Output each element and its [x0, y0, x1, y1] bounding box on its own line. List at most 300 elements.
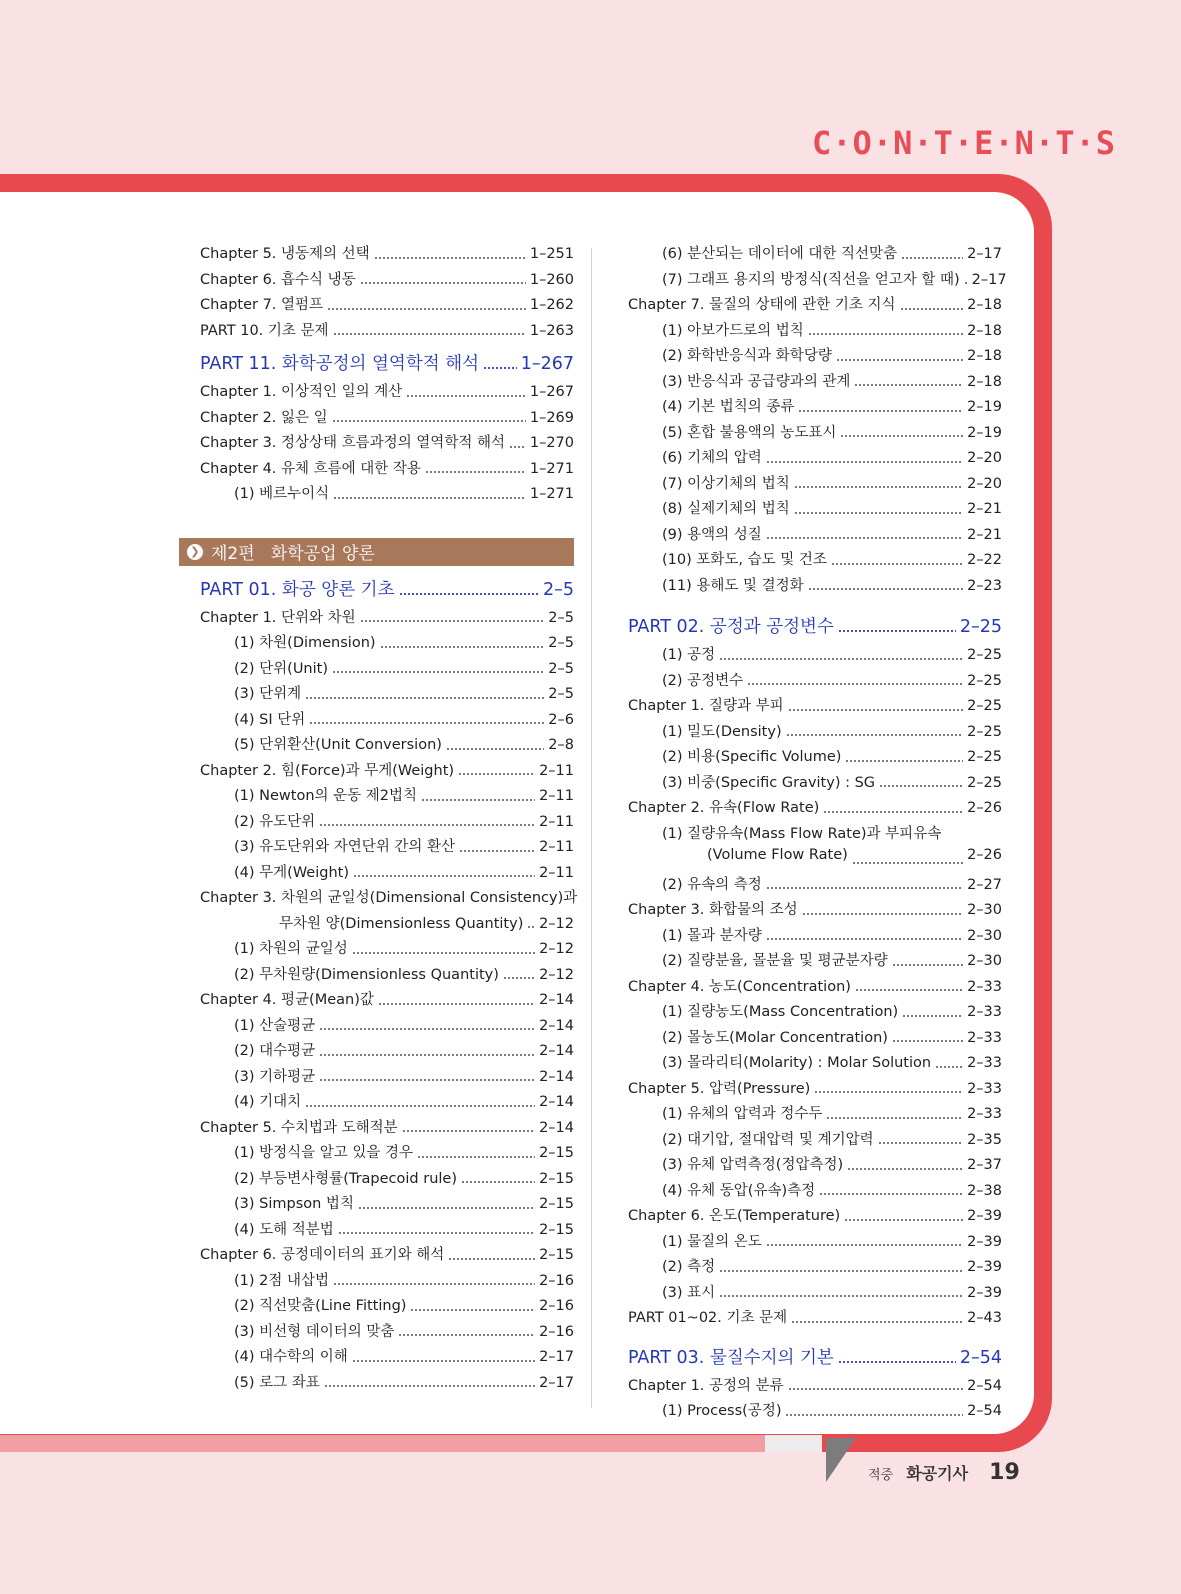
dot-leader	[305, 1105, 535, 1107]
toc-entry-label: (1) 공정	[662, 647, 716, 663]
toc-entry-page: 2–33	[967, 1106, 1002, 1122]
dot-leader	[786, 734, 963, 736]
toc-entry-page: 2–30	[967, 927, 1002, 944]
toc-entry[interactable]	[628, 574, 1002, 600]
toc-entry-page: 2–5	[548, 660, 574, 677]
dot-leader	[788, 1388, 963, 1390]
dot-leader	[844, 1219, 963, 1221]
toc-entry-page: 2–26	[967, 800, 1002, 816]
dot-leader	[838, 1361, 956, 1363]
dot-leader	[333, 1283, 535, 1285]
toc-entry-label: (5) 혼합 불용액의 농도표시	[662, 424, 837, 441]
dot-leader	[333, 497, 526, 499]
dot-leader	[845, 760, 963, 762]
dot-leader	[332, 671, 544, 673]
dot-leader	[458, 773, 535, 775]
dot-leader	[794, 486, 963, 488]
toc-entry-page: 2–30	[967, 902, 1002, 918]
toc-entry-label: Chapter 4. 농도(Concentration)	[628, 978, 851, 995]
toc-entry[interactable]	[200, 1320, 574, 1346]
toc-entry[interactable]	[200, 1039, 574, 1065]
toc-entry-page: 2–30	[967, 953, 1002, 969]
toc-entry-page: 2–14	[539, 992, 574, 1008]
toc-entry-page: 2–11	[539, 762, 574, 779]
column-divider	[591, 248, 592, 1408]
toc-entry-label: Chapter 2. 잃은 일	[200, 409, 328, 426]
toc-entry-label: (7) 이상기체의 법칙	[662, 475, 790, 492]
toc-entry[interactable]	[200, 380, 574, 406]
toc-entry-label: (1) 차원(Dimension)	[234, 635, 376, 651]
toc-entry-page: 2–35	[967, 1131, 1002, 1148]
toc-part-heading[interactable]	[200, 576, 574, 606]
toc-entry-page: 2–16	[539, 1323, 574, 1340]
toc-entry-label: (4) 대수학의 이해	[234, 1349, 348, 1365]
toc-entry-page: 2–54	[967, 1377, 1002, 1394]
toc-entry-page: 2–11	[539, 839, 574, 855]
toc-entry[interactable]	[200, 733, 574, 759]
toc-entry[interactable]	[628, 1128, 1002, 1154]
toc-entry-label: (2) 공정변수	[662, 672, 744, 689]
page-number: 19	[989, 1460, 1020, 1485]
dot-leader	[309, 722, 544, 724]
toc-part-label: PART 11. 화학공정의 열역학적 해석	[200, 354, 480, 374]
dot-leader	[785, 1414, 963, 1416]
dot-leader	[358, 1207, 535, 1209]
toc-entry[interactable]	[200, 431, 574, 457]
dot-leader	[305, 697, 544, 699]
dot-leader	[410, 1309, 535, 1311]
toc-entry[interactable]	[200, 1014, 574, 1040]
contents-title: C·O·N·T·E·N·T·S	[812, 124, 1116, 162]
toc-entry-label: (3) 단위계	[234, 686, 302, 702]
toc-entry[interactable]	[628, 822, 1002, 848]
toc-entry[interactable]	[628, 548, 1002, 574]
dot-leader	[852, 862, 963, 864]
toc-entry-page: 1–262	[529, 297, 574, 313]
toc-entry-label: (4) 도해 적분법	[234, 1221, 334, 1238]
toc-entry-page: 2–43	[967, 1310, 1002, 1326]
toc-entry-page: 1–260	[529, 271, 574, 288]
toc-entry-page: 2–11	[539, 813, 574, 830]
toc-entry-page: 2–15	[539, 1196, 574, 1212]
dot-leader	[808, 333, 963, 335]
toc-entry-label: Chapter 7. 물질의 상태에 관한 기초 지식	[628, 297, 896, 313]
toc-entry-label: (2) 화학반응식과 화학당량	[662, 348, 832, 364]
toc-entry-label: (3) Simpson 법칙	[234, 1196, 354, 1212]
toc-entry[interactable]	[628, 1281, 1002, 1307]
dot-leader	[826, 1117, 963, 1119]
dot-leader	[719, 1295, 963, 1297]
dot-leader	[378, 1003, 535, 1005]
toc-entry-page: 2–39	[967, 1284, 1002, 1301]
toc-part-page: 1–267	[520, 354, 574, 374]
toc-entry-page: 2–17	[539, 1349, 574, 1365]
dot-leader	[324, 1385, 535, 1387]
right-column	[628, 242, 1007, 1425]
toc-entry-label: PART 10. 기초 문제	[200, 322, 329, 339]
toc-entry[interactable]	[200, 1345, 574, 1371]
toc-entry[interactable]	[200, 1090, 574, 1116]
toc-entry[interactable]	[200, 759, 574, 785]
toc-entry-page: 2–14	[539, 1017, 574, 1034]
toc-entry[interactable]	[628, 975, 1002, 1001]
dot-leader	[814, 1091, 963, 1093]
toc-entry[interactable]	[628, 1399, 1002, 1425]
toc-entry-page: 2–16	[539, 1298, 574, 1314]
dot-leader	[319, 824, 535, 826]
dot-leader	[964, 282, 968, 284]
toc-entry[interactable]	[628, 745, 1002, 771]
toc-entry-page: 2–25	[967, 672, 1002, 689]
toc-entry[interactable]	[628, 1000, 1002, 1026]
toc-entry[interactable]	[628, 924, 1002, 950]
toc-entry[interactable]	[628, 268, 1007, 294]
toc-entry-label: (9) 용액의 성질	[662, 526, 762, 543]
toc-entry-label: (3) 몰라리티(Molarity) : Molar Solution	[662, 1055, 932, 1071]
toc-entry[interactable]	[200, 835, 574, 861]
toc-entry[interactable]	[200, 606, 574, 632]
toc-entry-label: 무차원 양(Dimensionless Quantity)	[279, 915, 524, 932]
toc-entry-label: (Volume Flow Rate)	[707, 847, 848, 863]
toc-entry[interactable]	[628, 1051, 1002, 1077]
toc-entry[interactable]	[628, 1153, 1002, 1179]
toc-entry[interactable]	[628, 873, 1002, 899]
toc-entry-page: 2–25	[967, 774, 1002, 791]
toc-entry[interactable]	[628, 949, 1002, 975]
toc-entry[interactable]	[628, 446, 1002, 472]
toc-entry[interactable]	[200, 963, 574, 989]
chevron-right-icon: ❯	[187, 544, 203, 560]
toc-entry[interactable]	[200, 657, 574, 683]
toc-entry-page: 2–26	[967, 847, 1002, 863]
toc-entry-label: (7) 그래프 용지의 방정식(직선을 얻고자 할 때)	[662, 271, 960, 288]
toc-entry[interactable]	[200, 810, 574, 836]
toc-entry-label: (3) 표시	[662, 1284, 716, 1301]
toc-entry[interactable]	[628, 319, 1002, 345]
toc-group	[628, 643, 1002, 1332]
toc-entry-label: (3) 반응식과 공급량과의 관계	[662, 373, 851, 390]
toc-entry-label: Chapter 6. 흡수식 냉동	[200, 271, 356, 288]
toc-entry-page: 2–12	[539, 915, 574, 932]
toc-entry[interactable]	[200, 937, 574, 963]
toc-entry-label: Chapter 5. 수치법과 도해적분	[200, 1119, 398, 1136]
toc-entry-label: Chapter 7. 열펌프	[200, 297, 324, 313]
toc-entry[interactable]	[200, 1116, 574, 1142]
toc-entry-label: (2) 질량분율, 몰분율 및 평균분자량	[662, 953, 888, 969]
toc-entry[interactable]	[628, 898, 1002, 924]
toc-entry-page: 2–33	[967, 978, 1002, 995]
dot-leader	[360, 282, 526, 284]
section-banner	[179, 538, 574, 566]
toc-entry-page: 2–39	[967, 1259, 1002, 1275]
toc-part-page: 2–5	[542, 579, 574, 600]
toc-entry-label: Chapter 1. 질량과 부피	[628, 698, 784, 714]
toc-entry-label: (1) 밀도(Density)	[662, 723, 782, 740]
dot-leader	[847, 1168, 963, 1170]
toc-entry-label: (4) SI 단위	[234, 711, 306, 728]
dot-leader	[719, 658, 963, 660]
page-footer	[868, 1460, 1020, 1485]
dot-leader	[854, 384, 963, 386]
dot-leader	[402, 1130, 535, 1132]
toc-entry-label: (4) 기본 법칙의 종류	[662, 399, 795, 415]
toc-entry-label: (2) 측정	[662, 1259, 716, 1275]
dot-leader	[766, 537, 963, 539]
toc-group	[628, 1374, 1002, 1425]
toc-entry[interactable]	[200, 631, 574, 657]
dot-leader	[831, 563, 963, 565]
toc-entry[interactable]	[200, 319, 574, 345]
toc-entry-label: Chapter 1. 이상적인 일의 계산	[200, 384, 403, 400]
toc-entry[interactable]	[628, 720, 1002, 746]
toc-entry[interactable]	[200, 988, 574, 1014]
toc-entry-page: 1–263	[529, 322, 574, 339]
toc-entry[interactable]	[200, 1192, 574, 1218]
toc-entry[interactable]	[200, 268, 574, 294]
toc-entry-page: 2–15	[539, 1221, 574, 1238]
toc-entry-page: 2–18	[967, 297, 1002, 313]
folio-tab	[826, 1438, 856, 1482]
toc-entry[interactable]	[200, 482, 574, 508]
toc-entry[interactable]	[200, 1065, 574, 1091]
toc-entry-label: Chapter 2. 유속(Flow Rate)	[628, 800, 820, 816]
toc-part-heading[interactable]	[628, 1344, 1002, 1374]
dot-leader	[459, 850, 535, 852]
dot-leader	[766, 461, 963, 463]
toc-entry-page: 2–22	[967, 552, 1002, 568]
toc-entry-page: 2–21	[967, 501, 1002, 517]
toc-entry-page: 2–19	[967, 424, 1002, 441]
toc-entry[interactable]	[200, 1243, 574, 1269]
dot-leader	[399, 593, 539, 595]
toc-entry-label: (2) 부등변사형률(Trapecoid rule)	[234, 1170, 457, 1187]
toc-entry[interactable]	[628, 643, 1002, 669]
toc-entry-label: (1) Process(공정)	[662, 1403, 782, 1419]
dot-leader	[840, 435, 963, 437]
toc-entry-page: 2–11	[539, 864, 574, 881]
toc-entry-page: 2–20	[967, 450, 1002, 466]
toc-entry[interactable]	[628, 694, 1002, 720]
toc-entry-label: (1) 베르누이식	[234, 486, 330, 502]
footer-book-title: 화공기사	[906, 1464, 969, 1483]
dot-leader	[900, 308, 964, 310]
toc-entry-page: 2–12	[539, 941, 574, 957]
toc-entry[interactable]	[200, 784, 574, 810]
toc-part-label: PART 03. 물질수지의 기본	[628, 1347, 834, 1368]
toc-entry[interactable]	[628, 497, 1002, 523]
toc-entry-label: (2) 몰농도(Molar Concentration)	[662, 1029, 888, 1046]
dot-leader	[935, 1066, 963, 1068]
toc-entry[interactable]	[628, 1374, 1002, 1400]
dot-leader	[319, 1054, 535, 1056]
toc-entry-label: (3) 기하평균	[234, 1068, 316, 1085]
toc-entry[interactable]	[628, 421, 1002, 447]
toc-entry-label: Chapter 3. 정상상태 흐름과정의 열역학적 해석	[200, 435, 505, 451]
toc-entry[interactable]	[628, 771, 1002, 797]
toc-entry[interactable]	[200, 1294, 574, 1320]
toc-entry[interactable]	[628, 1077, 1002, 1103]
dot-leader	[338, 1232, 535, 1234]
toc-entry[interactable]	[628, 1306, 1002, 1332]
dot-leader	[902, 1015, 963, 1017]
toc-entry-page: 2–39	[967, 1233, 1002, 1250]
toc-entry-label: (6) 기체의 압력	[662, 450, 762, 466]
dot-leader	[719, 1270, 963, 1272]
toc-group	[200, 380, 574, 508]
toc-entry-page: 2–5	[548, 635, 574, 651]
toc-entry[interactable]	[628, 523, 1002, 549]
toc-entry-label: Chapter 4. 평균(Mean)값	[200, 992, 374, 1008]
toc-entry-page: 2–19	[967, 399, 1002, 415]
toc-entry-page: 2–17	[539, 1374, 574, 1391]
dot-leader	[794, 512, 963, 514]
toc-entry-label: (1) 질량농도(Mass Concentration)	[662, 1004, 899, 1020]
dot-leader	[819, 1193, 963, 1195]
toc-entry-page: 2–33	[967, 1080, 1002, 1097]
dot-leader	[509, 446, 526, 448]
toc-entry-page: 2–20	[967, 475, 1002, 492]
toc-part-page: 2–25	[959, 617, 1002, 637]
toc-entry-label: (1) 2점 내삽법	[234, 1272, 330, 1289]
toc-entry[interactable]	[200, 1141, 574, 1167]
toc-entry[interactable]	[628, 1026, 1002, 1052]
dot-leader	[353, 875, 535, 877]
toc-entry-label: (2) 유속의 측정	[662, 876, 762, 893]
dot-leader	[503, 977, 535, 979]
toc-entry-page: 2–39	[967, 1208, 1002, 1224]
toc-entry-page: 2–18	[967, 348, 1002, 364]
toc-entry-page: 1–271	[529, 460, 574, 477]
toc-entry[interactable]	[628, 1179, 1002, 1205]
dot-leader	[527, 926, 535, 928]
toc-entry[interactable]	[200, 886, 578, 912]
toc-entry[interactable]	[628, 293, 1002, 319]
toc-entry-label: Chapter 3. 차원의 균일성(Dimensional Consistency)과	[200, 890, 578, 906]
toc-entry-page: 2–6	[548, 711, 574, 728]
toc-entry[interactable]	[200, 242, 574, 268]
toc-entry[interactable]	[200, 1371, 574, 1397]
section-banner-label: 제2편 화학공업 양론	[211, 544, 375, 564]
toc-entry-page: 2–15	[539, 1247, 574, 1263]
toc-part-label: PART 01. 화공 양론 기초	[200, 579, 395, 600]
toc-entry[interactable]	[628, 344, 1002, 370]
toc-entry-label: Chapter 2. 힘(Force)과 무게(Weight)	[200, 762, 455, 779]
toc-entry[interactable]	[628, 370, 1002, 396]
toc-entry[interactable]	[628, 242, 1002, 268]
toc-entry[interactable]	[200, 682, 574, 708]
toc-part-heading[interactable]	[628, 613, 1002, 643]
toc-entry-page: 2–25	[967, 698, 1002, 714]
toc-entry-page: 2–33	[967, 1029, 1002, 1046]
toc-entry-label: (2) 비용(Specific Volume)	[662, 749, 842, 765]
toc-entry[interactable]	[200, 457, 574, 483]
toc-entry[interactable]	[200, 861, 574, 887]
dot-leader	[327, 308, 526, 310]
toc-entry-page: 2–33	[967, 1004, 1002, 1020]
toc-entry[interactable]	[628, 1255, 1002, 1281]
toc-entry[interactable]	[200, 1218, 574, 1244]
toc-entry-label: (8) 실제기체의 법칙	[662, 501, 790, 517]
toc-entry-label: PART 01~02. 기초 문제	[628, 1310, 788, 1326]
toc-entry-page: 2–27	[967, 876, 1002, 893]
toc-entry-page: 1–251	[529, 246, 574, 262]
dot-leader	[766, 887, 963, 889]
toc-part-page: 2–54	[959, 1347, 1002, 1368]
toc-part-heading[interactable]	[200, 350, 574, 380]
toc-entry-label: Chapter 5. 냉동제의 선택	[200, 246, 370, 262]
toc-entry[interactable]	[628, 1230, 1002, 1256]
toc-entry[interactable]	[200, 406, 574, 432]
dot-leader	[483, 367, 517, 369]
toc-entry[interactable]	[628, 1204, 1002, 1230]
toc-group	[628, 242, 1007, 599]
toc-entry-page: 1–271	[529, 486, 574, 502]
dot-leader	[798, 410, 963, 412]
dot-leader	[747, 683, 963, 685]
toc-entry-page: 2–33	[967, 1055, 1002, 1071]
dot-leader	[352, 1360, 535, 1362]
toc-entry-label: Chapter 4. 유체 흐름에 대한 작용	[200, 460, 421, 477]
toc-entry-label: (1) 방정식을 알고 있을 경우	[234, 1145, 414, 1161]
toc-entry-page: 2–16	[539, 1272, 574, 1289]
toc-entry[interactable]	[628, 1102, 1002, 1128]
toc-entry-label: (3) 비선형 데이터의 맞춤	[234, 1323, 395, 1340]
dot-leader	[360, 620, 545, 622]
toc-entry[interactable]	[200, 1269, 574, 1295]
toc-entry-page: 2–25	[967, 749, 1002, 765]
toc-entry[interactable]	[628, 669, 1002, 695]
dot-leader	[766, 938, 963, 940]
dot-leader	[333, 333, 526, 335]
dot-leader	[878, 1142, 963, 1144]
toc-entry[interactable]	[200, 708, 574, 734]
toc-entry-label: (3) 유도단위와 자연단위 간의 환산	[234, 839, 456, 855]
toc-entry-label: (1) 차원의 균일성	[234, 941, 348, 957]
toc-entry[interactable]	[200, 293, 574, 319]
toc-entry-label: (4) 무게(Weight)	[234, 864, 349, 881]
toc-entry-page: 2–25	[967, 647, 1002, 663]
toc-entry-label: (1) 유체의 압력과 정수두	[662, 1106, 823, 1122]
dot-leader	[836, 359, 963, 361]
toc-entry-page: 1–269	[529, 409, 574, 426]
dot-leader	[855, 989, 963, 991]
toc-entry-page: 2–38	[967, 1182, 1002, 1199]
toc-entry[interactable]	[200, 1167, 574, 1193]
dot-leader	[788, 709, 963, 711]
toc-entry[interactable]	[628, 796, 1002, 822]
toc-entry[interactable]	[628, 472, 1002, 498]
toc-entry-page: 2–5	[548, 686, 574, 702]
toc-entry-page: 2–12	[539, 966, 574, 983]
toc-entry-page: 2–23	[967, 577, 1002, 594]
dot-leader	[380, 646, 545, 648]
toc-entry-label: (1) 물질의 온도	[662, 1233, 762, 1250]
toc-entry[interactable]	[628, 847, 1002, 873]
toc-entry-label: (5) 단위환산(Unit Conversion)	[234, 737, 442, 753]
dot-leader	[425, 471, 526, 473]
toc-entry-label: (2) 무차원량(Dimensionless Quantity)	[234, 966, 499, 983]
toc-entry-page: 2–25	[967, 723, 1002, 740]
toc-entry[interactable]	[200, 912, 574, 938]
toc-entry-page: 2–8	[548, 737, 574, 753]
dot-leader	[766, 1244, 963, 1246]
toc-entry-label: Chapter 1. 단위와 차원	[200, 609, 356, 626]
toc-entry[interactable]	[628, 395, 1002, 421]
toc-entry-page: 2–14	[539, 1068, 574, 1085]
dot-leader	[448, 1258, 535, 1260]
toc-entry-label: (11) 용해도 및 결정화	[662, 577, 804, 594]
dot-leader	[892, 964, 963, 966]
